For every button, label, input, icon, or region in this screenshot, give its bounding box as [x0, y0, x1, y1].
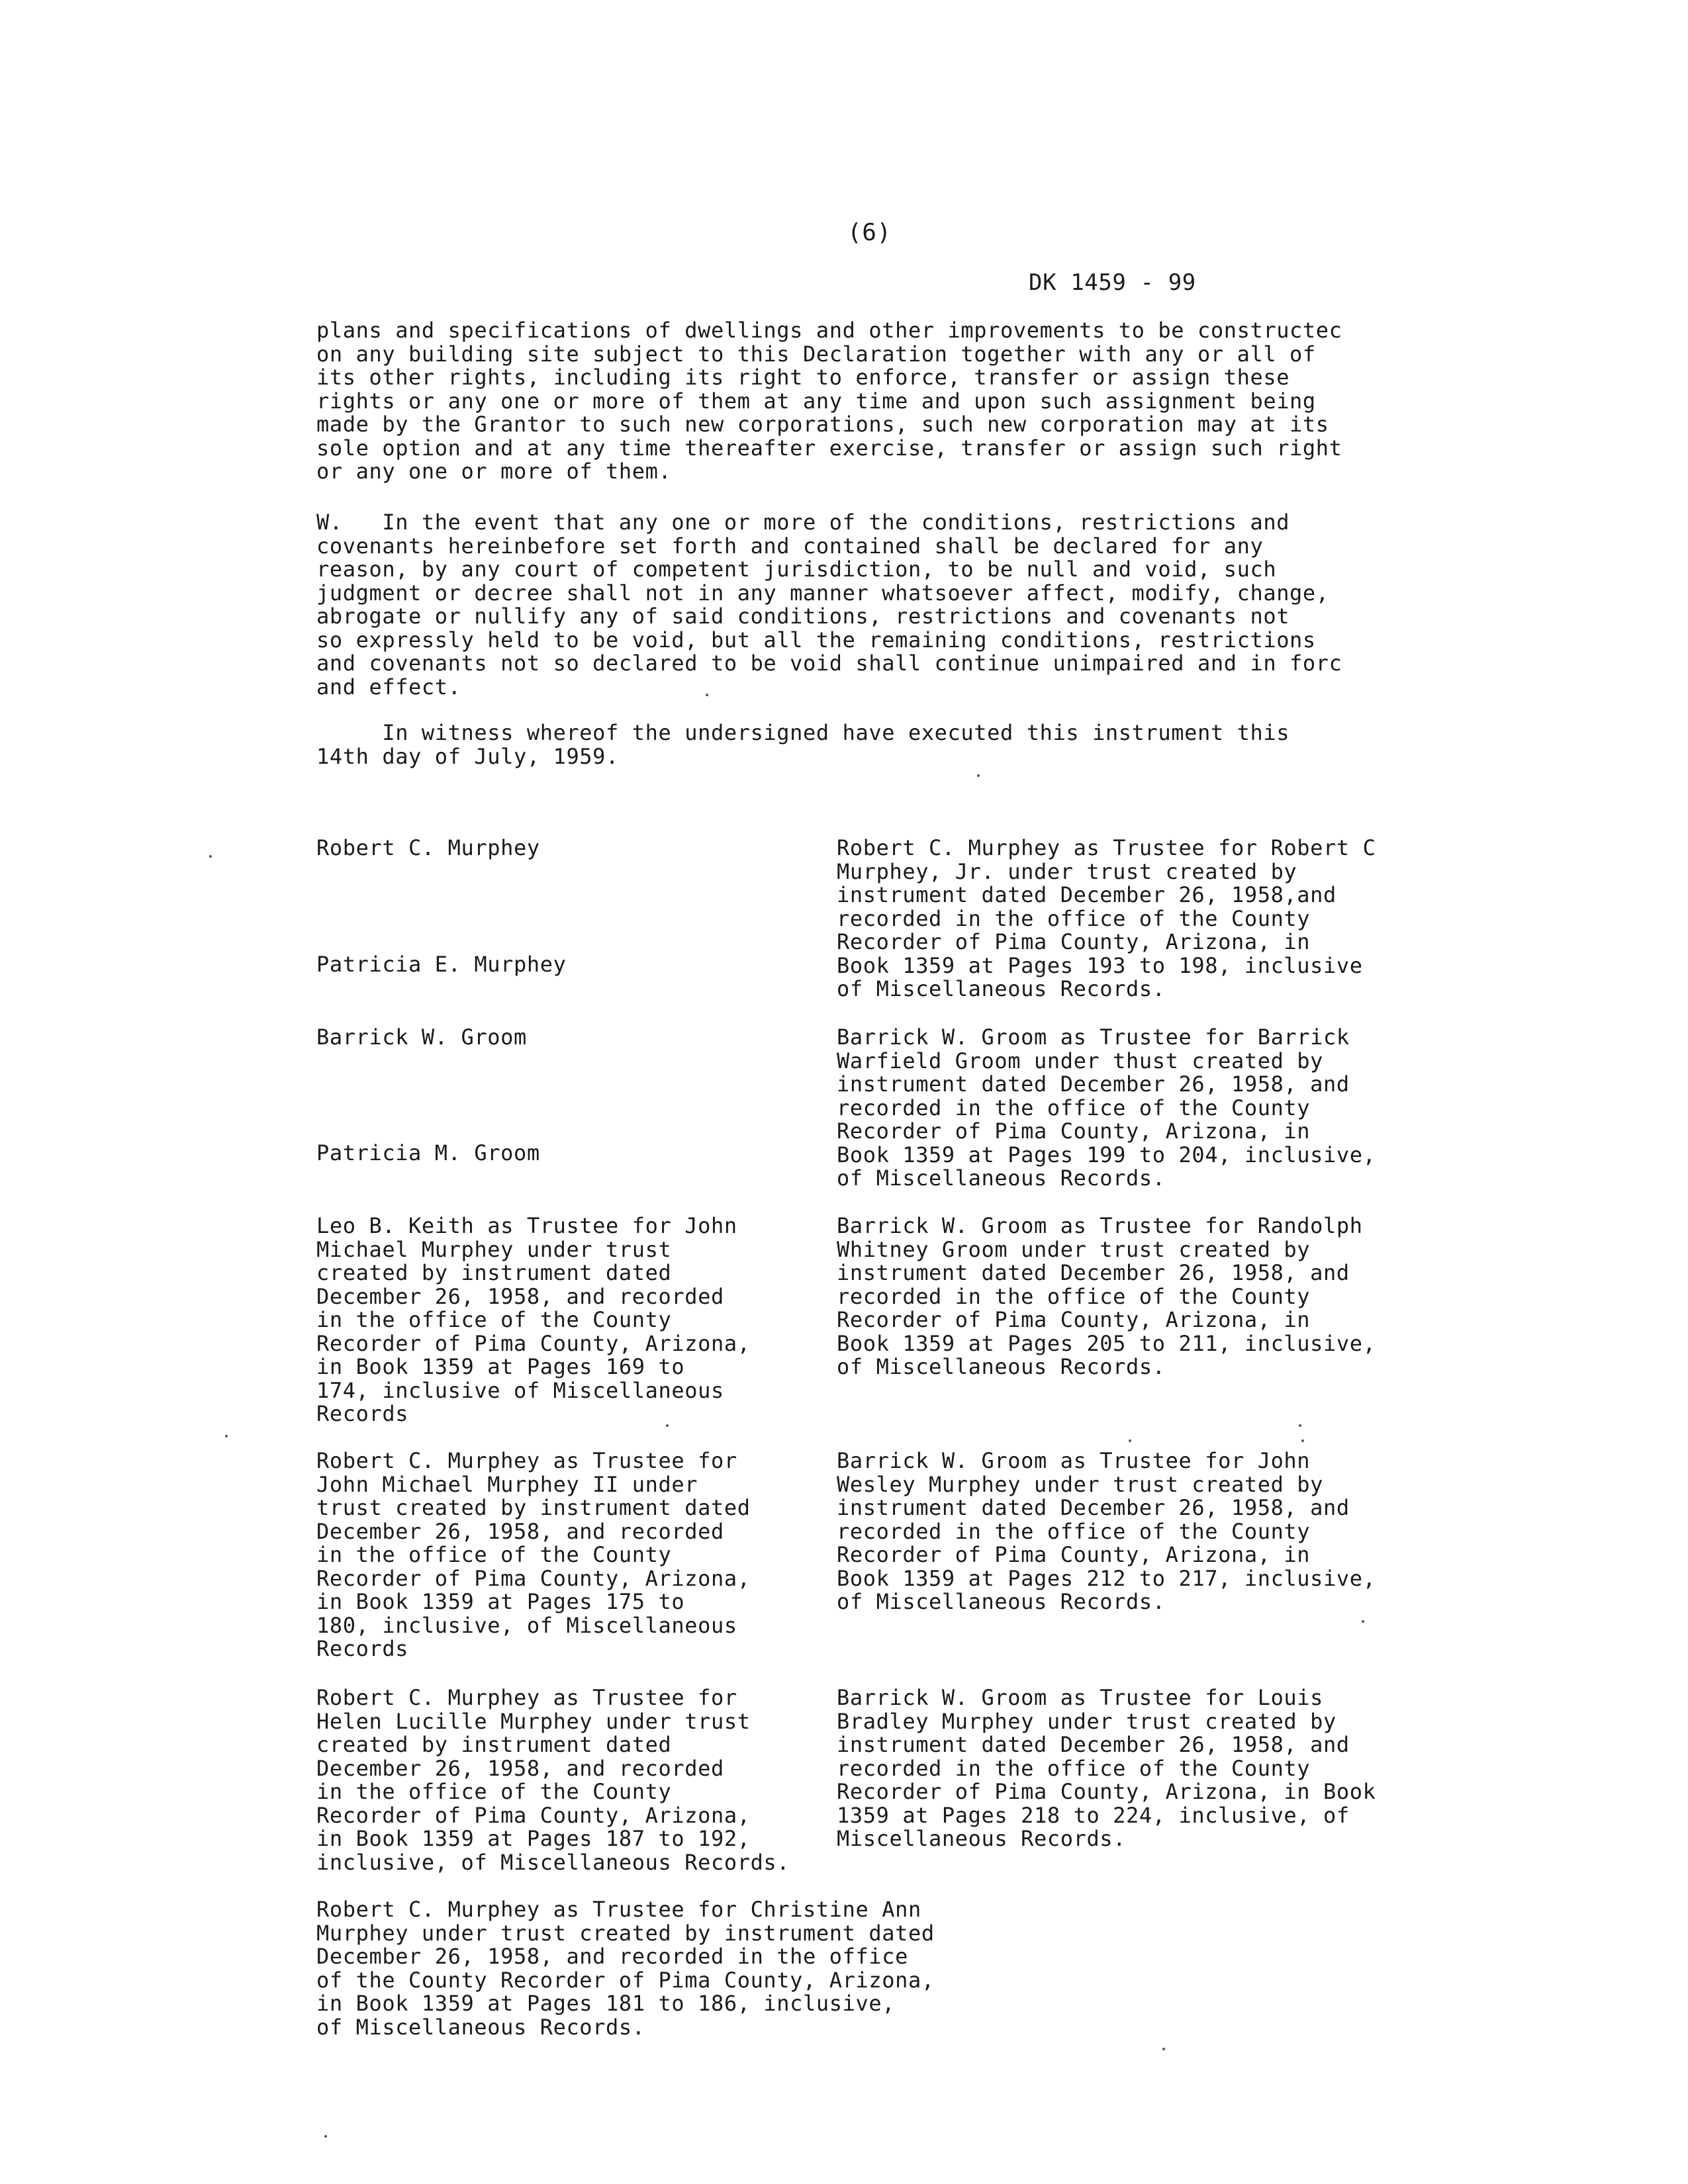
scan-speck — [209, 855, 212, 858]
trustee-block-barrick-warfield-groom: Barrick W. Groom as Trustee for Barrick Warfield Groom under thust created by instrument dated December 26, 1958, and recorded in the office of the County Recorder of Pima County, Arizona, in Book 1359 at Pages 199 to 204, inclusive, of Miscellaneous Records. — [837, 1024, 1376, 1191]
scan-speck — [324, 2135, 327, 2138]
scan-speck — [706, 694, 708, 696]
trustee-block-randolph-whitney-groom: Barrick W. Groom as Trustee for Randolph Whitney Groom under trust created by instrument dated December 26, 1958, and recorded in the office of the County Recorder of Pima County, Arizona, in Book 1359 at Pages 205 to 211, inclusive, of Miscellaneous Records. — [837, 1213, 1376, 1379]
trustee-block-john-wesley-murphey: Barrick W. Groom as Trustee for John Wesley Murphey under trust created by instrument dated December 26, 1958, and recorded in the office of the County Recorder of Pima County, Arizona, in Book 1359 at Pages 212 to 217, inclusive, of Miscellaneous Records. — [837, 1448, 1376, 1614]
trustee-block-john-michael-murphey: Leo B. Keith as Trustee for John Michael Murphey under trust created by instrument dated December 26, 1958, and recorded in the office of the County Recorder of Pima County, Arizona, in Book 1359 at Pages 169 to 174, inclusive of Miscellaneous Records — [316, 1213, 751, 1426]
scan-speck — [1129, 1439, 1131, 1442]
signatory-robert-c-murphey: Robert C. Murphey — [316, 835, 540, 860]
signatory-barrick-w-groom: Barrick W. Groom — [316, 1024, 527, 1050]
trustee-block-helen-lucille-murphey: Robert C. Murphey as Trustee for Helen Lucille Murphey under trust created by instrument dated December 26, 1958, and recorded in the office of the County Recorder of Pima County, Arizona, in Book 1359 at Pages 187 to 192, inclusive, of Miscellaneous Records. — [316, 1685, 790, 1875]
scan-speck — [1299, 1424, 1301, 1427]
trustee-block-louis-bradley-murphey: Barrick W. Groom as Trustee for Louis Bradley Murphey under trust created by instrument dated December 26, 1958, and recorded in the office of the County Recorder of Pima County, Arizona, in Book 1359 at Pages 218 to 224, inclusive, of Miscellaneous Records. — [837, 1685, 1376, 1851]
body-paragraph-continuation: plans and specifications of dwellings and other improvements to be constructec on any building site subject to this Declaration together with any or all of its other rights, including its right to enforce, transfer or assign these rights or any one or more of them at any time and upon such assignment being made by the Grantor to such new corporations, such new corporation may at its sole option and at any time thereafter exercise, transfer or assign such right or any one or more of them. — [316, 318, 1342, 484]
trustee-block-robert-c-murphey-jr: Robert C. Murphey as Trustee for Robert C Murphey, Jr. under trust created by instrument dated December 26, 1958,and recorded in the office of the County Recorder of Pima County, Arizona, in Book 1359 at Pages 193 to 198, inclusive of Miscellaneous Records. — [837, 835, 1376, 1001]
trustee-block-john-michael-murphey-ii: Robert C. Murphey as Trustee for John Michael Murphey II under trust created by instrument dated December 26, 1958, and recorded in the office of the County Recorder of Pima County, Arizona, in Book 1359 at Pages 175 to 180, inclusive, of Miscellaneous Records — [316, 1448, 751, 1661]
scan-speck — [1301, 1439, 1304, 1442]
signatory-patricia-m-groom: Patricia M. Groom — [316, 1140, 540, 1165]
scan-speck — [225, 1435, 228, 1437]
scan-speck — [666, 1424, 669, 1427]
scan-speck — [977, 774, 980, 777]
witness-clause: In witness whereof the undersigned have executed this instrument this 14th day of July, 1959. — [316, 720, 1290, 769]
signatory-patricia-e-murphey: Patricia E. Murphey — [316, 952, 567, 977]
page-number: (6) — [847, 219, 892, 246]
body-paragraph-w-severability: W. In the event that any one or more of the conditions, restrictions and covenants hereinbefore set forth and contained shall be declared for any reason, by any court of competent jurisdiction, to be null and void, such judgment or decree shall not in any manner whatsoever affect, modify, change, abrogate or nullify any of said conditions, restrictions and covenants not so expressly held to be void, but all the remaining conditions, restrictions and covenants not so declared to be void shall continue unimpaired and in forc and effect. — [316, 510, 1342, 700]
trustee-block-christine-ann-murphey: Robert C. Murphey as Trustee for Christine Ann Murphey under trust created by instrument dated December 26, 1958, and recorded in the office of the County Recorder of Pima County, Arizona, in Book 1359 at Pages 181 to 186, inclusive, of Miscellaneous Records. — [316, 1897, 935, 2040]
scan-speck — [1162, 2048, 1165, 2050]
scan-speck — [1362, 1620, 1364, 1623]
docket-reference: DK 1459 - 99 — [1029, 269, 1196, 296]
